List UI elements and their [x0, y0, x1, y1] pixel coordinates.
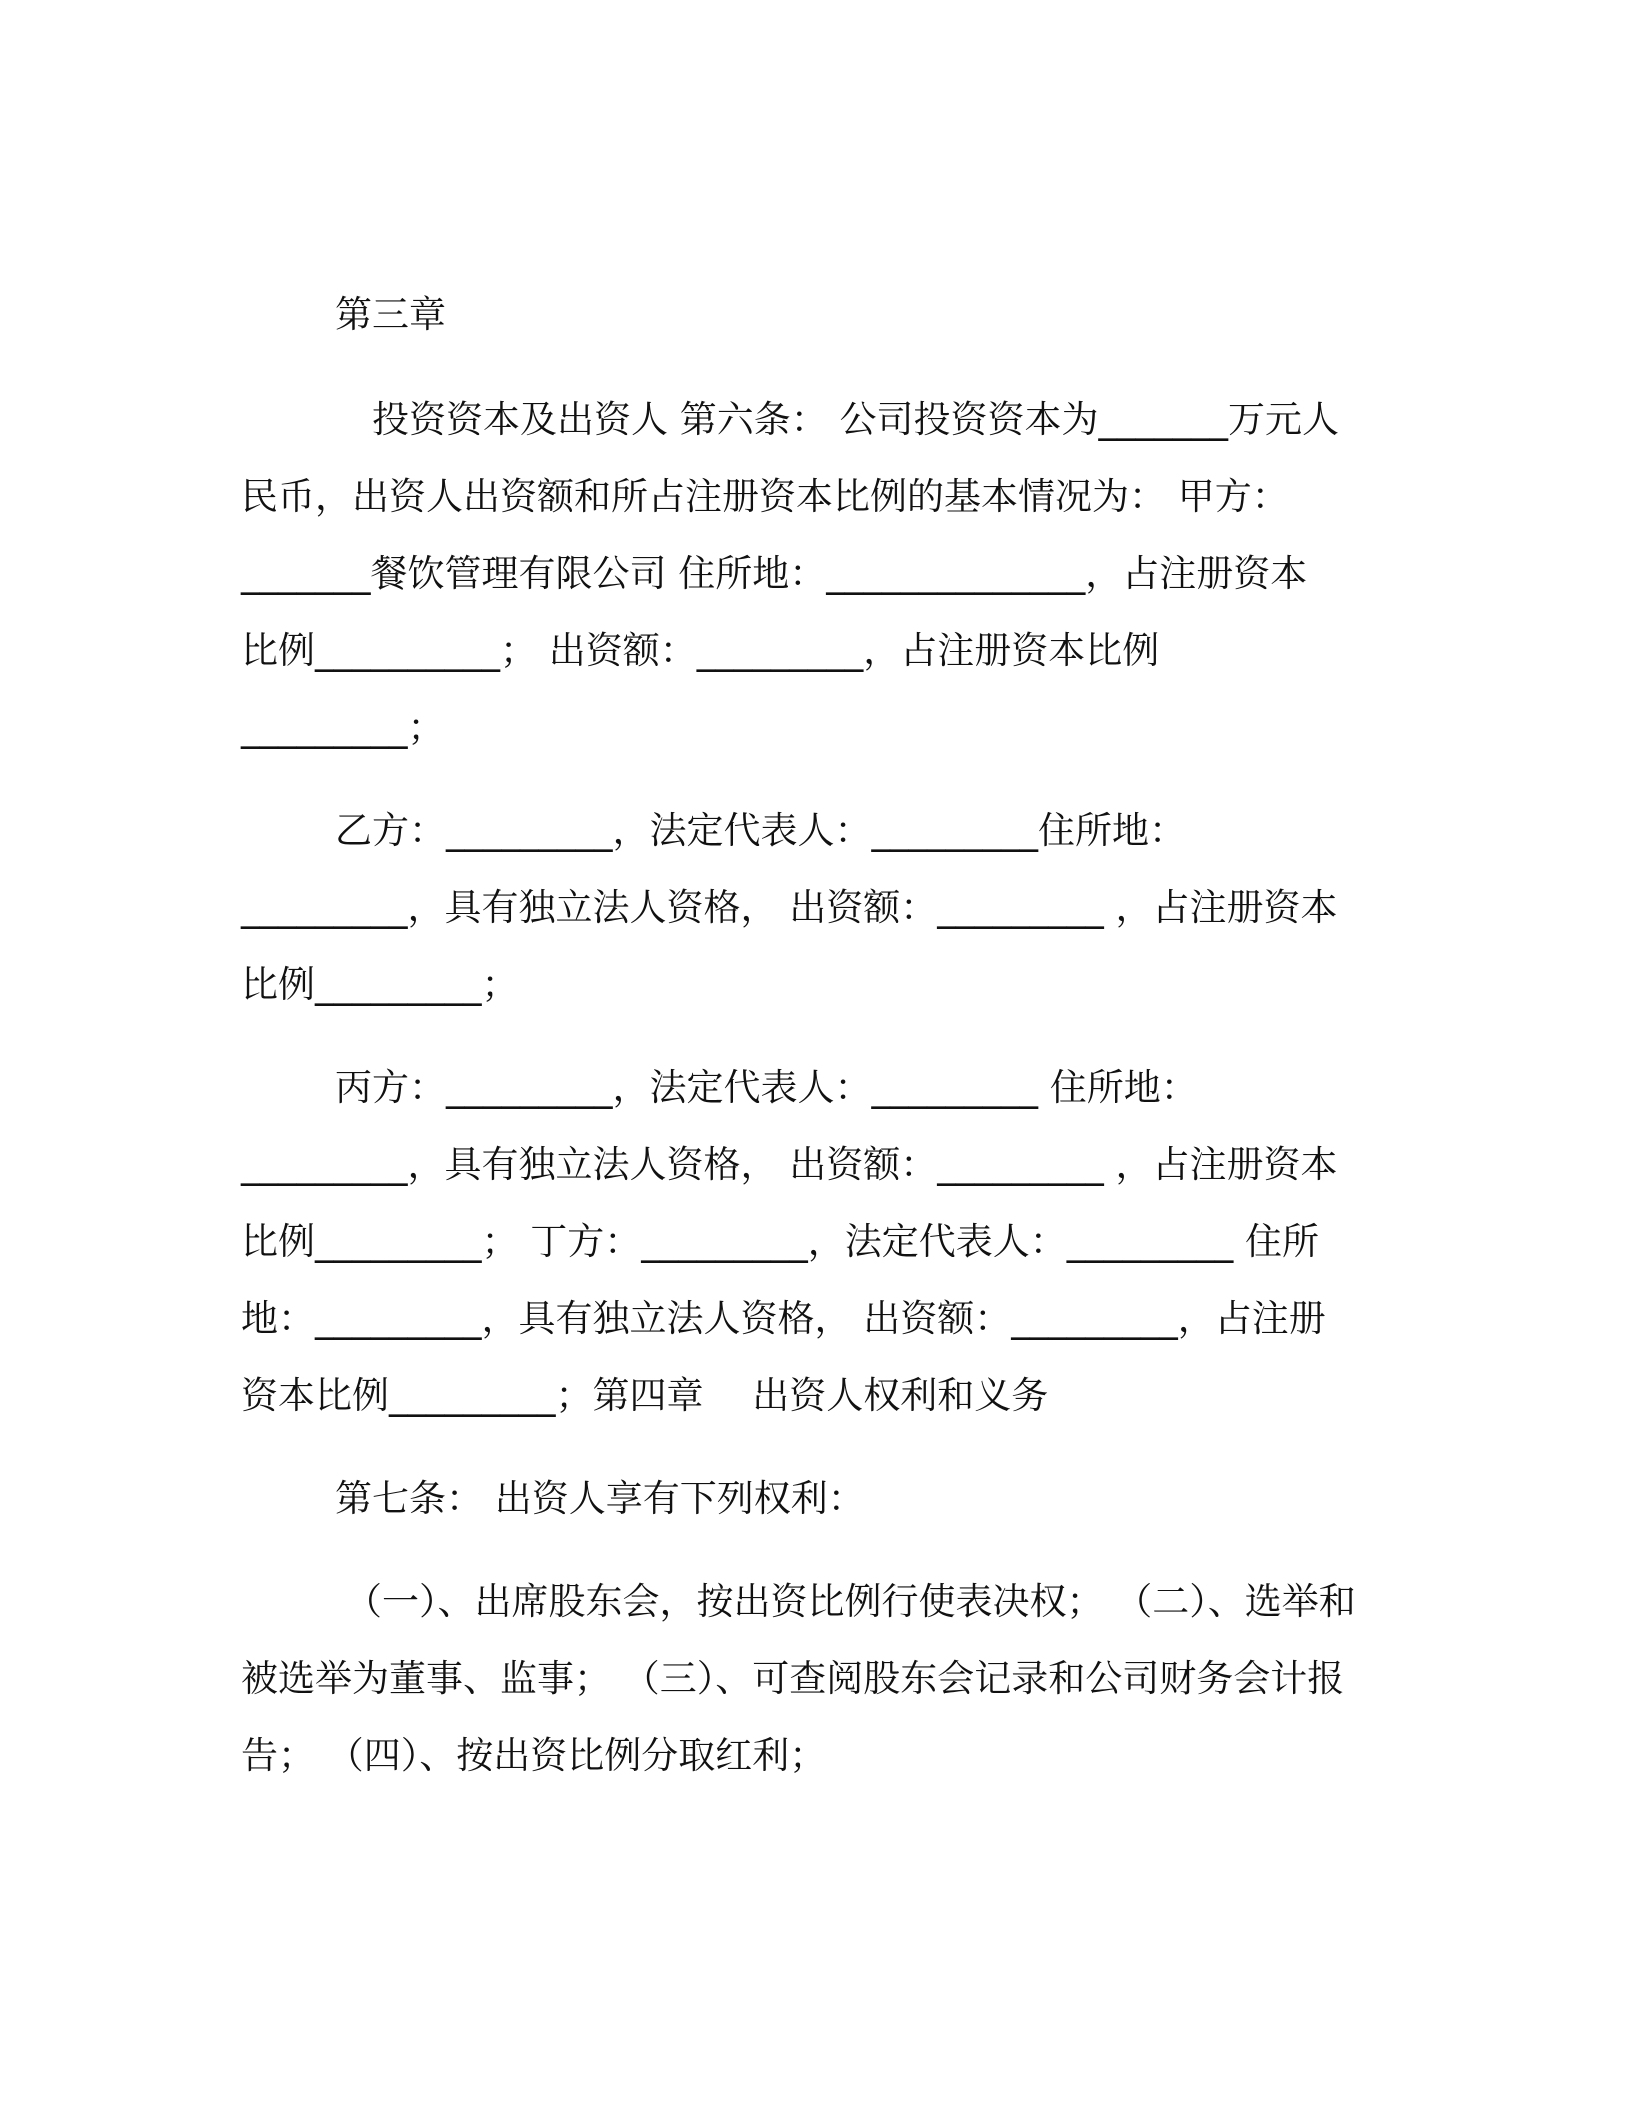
- paragraph-line: _______餐饮管理有限公司 住所地：______________，占注册资本: [241, 552, 1308, 595]
- paragraph-line: 丙方：_________，法定代表人：_________ 住所地：: [335, 1066, 1198, 1109]
- paragraph-line: 告； （四）、按出资比例分取红利；: [241, 1734, 827, 1777]
- paragraph-line: 被选举为董事、监事； （三）、可查阅股东会记录和公司财务会计报: [241, 1657, 1345, 1700]
- paragraph-line: 比例_________；: [241, 963, 519, 1006]
- paragraph-line: 投资资本及出资人 第六条： 公司投资资本为_______万元人: [372, 398, 1340, 441]
- paragraph-line: 地：_________，具有独立法人资格， 出资额：_________，占注册: [241, 1297, 1326, 1340]
- paragraph-line: （一）、出席股东会，按出资比例行使表决权； （二）、选举和: [345, 1580, 1356, 1623]
- paragraph-line: 比例__________； 出资额：_________，占注册资本比例: [241, 629, 1160, 672]
- paragraph-line: _________；: [241, 706, 445, 749]
- paragraph-line: _________，具有独立法人资格， 出资额：_________ ，占注册资本: [241, 1143, 1338, 1186]
- paragraph-line: 乙方：_________，法定代表人：_________住所地：: [335, 809, 1186, 852]
- paragraph-line: _________，具有独立法人资格， 出资额：_________ ，占注册资本: [241, 886, 1338, 929]
- paragraph-line: 资本比例_________；第四章 出资人权利和义务: [241, 1374, 1049, 1417]
- paragraph-line: 比例_________； 丁方：_________，法定代表人：_________ 住所: [241, 1220, 1320, 1263]
- paragraph-line: 第七条： 出资人享有下列权利：: [335, 1477, 865, 1520]
- chapter-heading: 第三章: [335, 293, 446, 336]
- paragraph-line: 民币，出资人出资额和所占注册资本比例的基本情况为： 甲方：: [241, 475, 1289, 518]
